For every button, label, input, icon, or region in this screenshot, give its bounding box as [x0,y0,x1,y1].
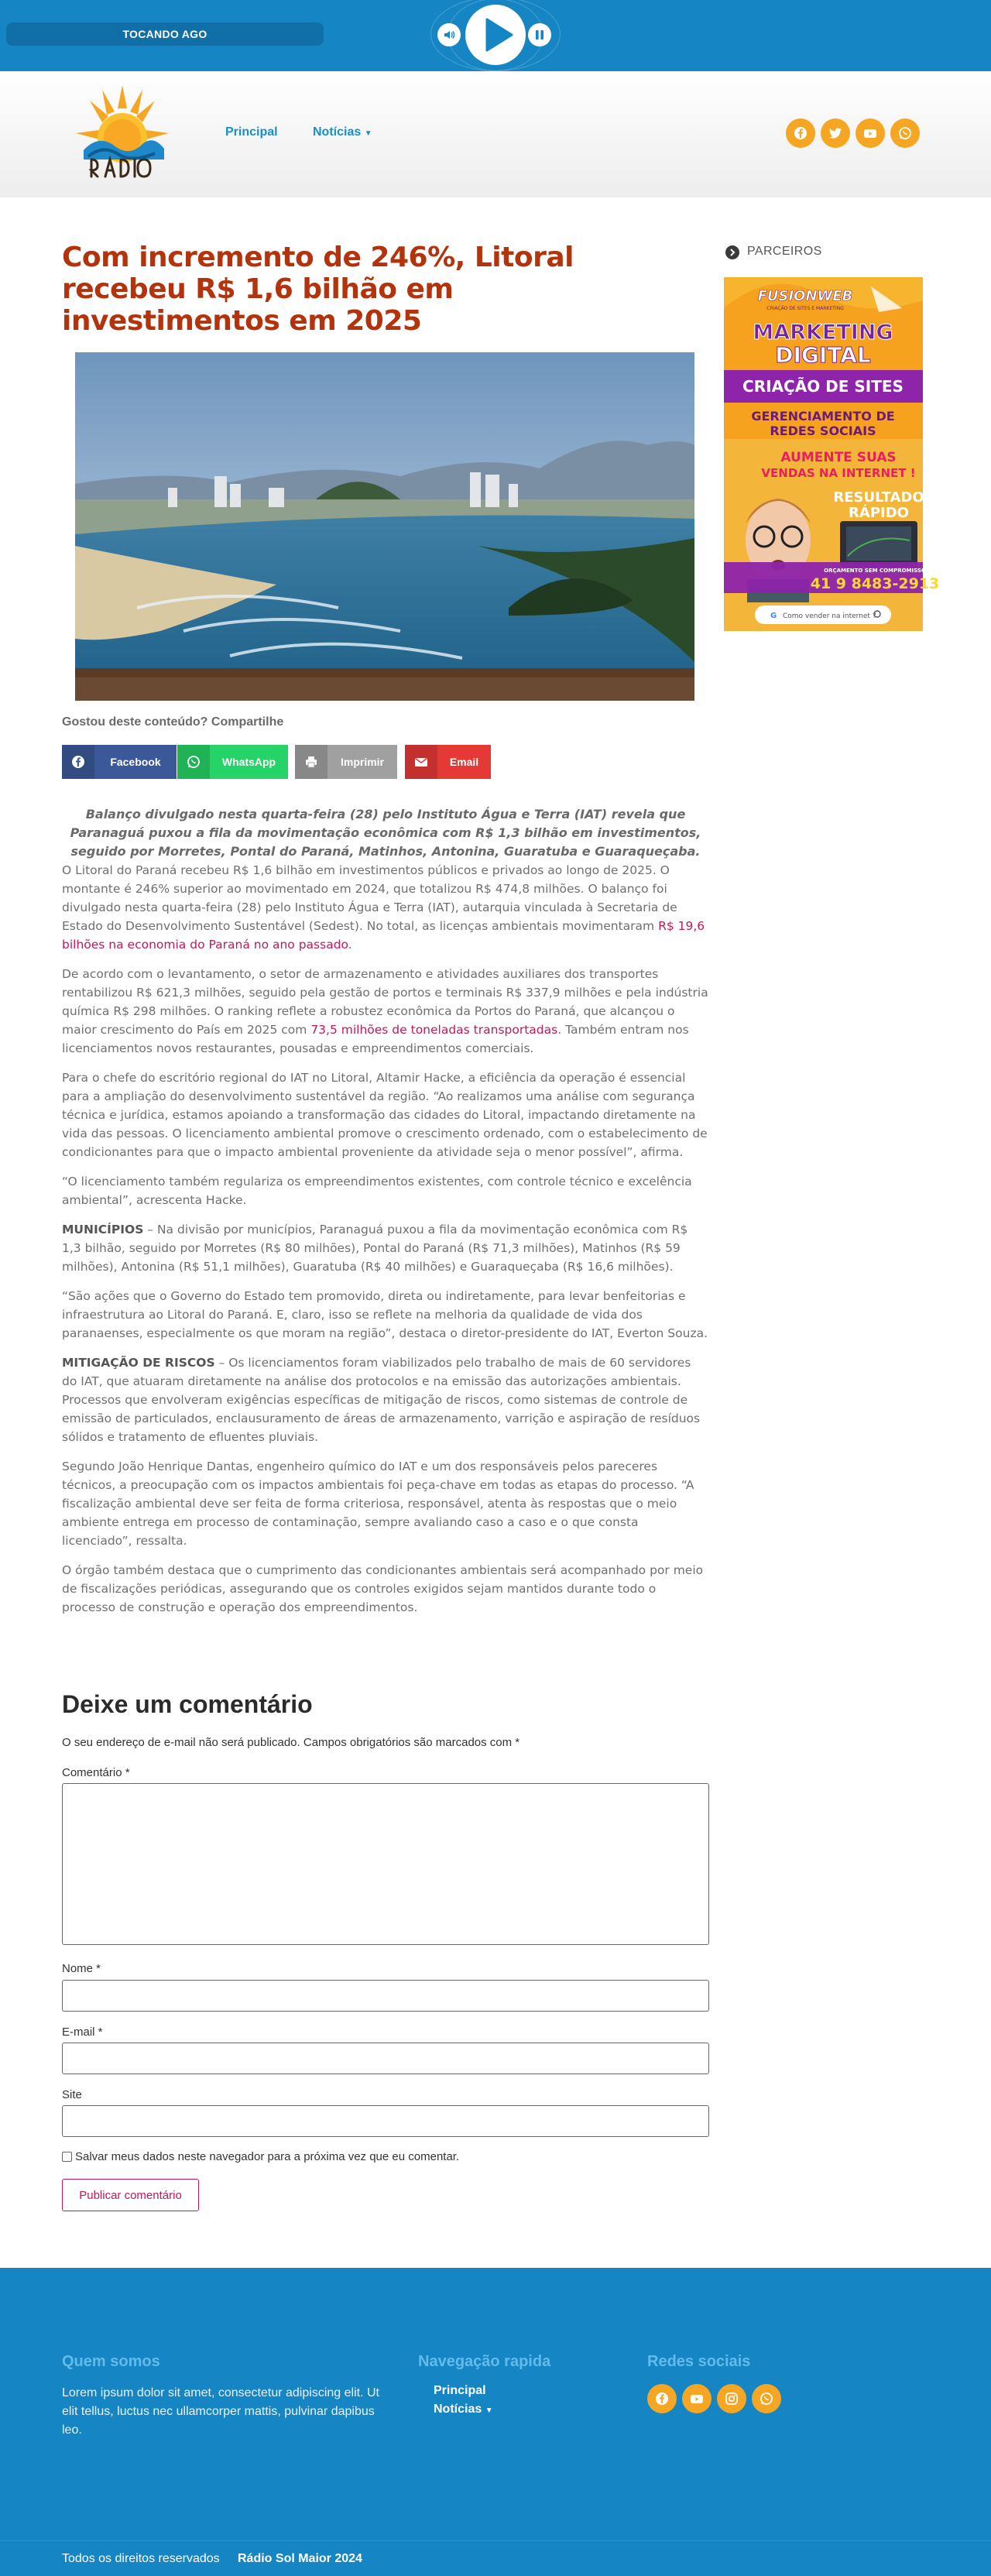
whatsapp-link[interactable] [890,118,920,148]
footer-whatsapp-link[interactable] [752,2384,781,2413]
nav-item-noticias[interactable] [313,125,372,139]
chevron-circle-icon [725,245,740,260]
ad-brand-sub: CRIAÇÃO DE SITES E MARKETING [766,306,844,311]
ad-line2: DIGITAL [775,342,871,368]
footer-youtube-link[interactable] [682,2384,712,2413]
footer-nav-noticias[interactable] [434,2403,493,2417]
facebook-icon [655,2392,669,2406]
svg-text:G: G [770,612,777,620]
article-title: Com incremento de 246%, Litoral recebeu R$ 1,6 bilhão em investimentos em 2025 [62,242,574,337]
article-paragraph [62,1353,709,1446]
article-paragraph: “O licenciamento também regulariza os empreendimentos existentes, com controle técnico e excelência ambiental”, acrescenta Hacke. [62,1175,692,1207]
footer-nav-noticias-label: Notícias [434,2403,482,2416]
ad-brand: FUSIONWEB [757,288,853,304]
facebook-icon [71,755,85,769]
paragraph-text: O Litoral do Paraná recebeu R$ 1,6 bilhão em investimentos públicos e privados ao longo de 2025. O montante é 246% superior ao movimentado em 2024, que totalizou R$ 474,8 milhões. O balanço foi divulgado nesta quarta-feira (28) pelo Instituto Água e Terra (IAT), autarquia vinculada à Secretaria de Estado do Desenvolvimento Sustentável (Sedest). No total, as licenças ambientais movimentaram [62,863,677,933]
ad-line9: RÁPIDO [849,505,909,521]
site-label: Site [62,2088,82,2101]
volume-icon [443,29,455,41]
instagram-icon [725,2392,739,2406]
whatsapp-icon [187,755,201,769]
article-paragraph [62,1220,709,1276]
ad-line1: MARKETING [753,321,893,345]
ad-line8: RESULTADO [833,489,924,506]
footer-facebook-link[interactable] [647,2384,677,2413]
share-email-button[interactable] [405,745,491,779]
share-email-label: Email [449,756,479,768]
copyright-text: Todos os direitos reservados [62,2552,220,2565]
footer-nav-principal[interactable]: Principal [434,2384,486,2397]
nav-item-noticias-label: Notícias [313,125,362,139]
ad-line3: CRIAÇÃO DE SITES [742,377,904,396]
twitter-link[interactable] [821,118,850,148]
share-print-label: Imprimir [340,756,384,768]
inline-link[interactable]: 73,5 milhões de toneladas transportadas [310,1023,558,1037]
article-paragraph: Para o chefe do escritório regional do IAT no Litoral, Altamir Hacke, a eficiência da operação é essencial para a ampliação do desenvolvimento sustentável da região. “Ao realizamos uma análise com segurança técnica e jurídica, estamos apoiando a transformação das cidades do Litoral, impactando diretamente na vida das pessoas. O licenciamento ambiental promove o crescimento ordenado, com o estabelecimento de condicionantes para que o impacto ambiental proveniente da atividade seja o menor possível”, afirma. [62,1071,708,1159]
email-label: E-mail * [62,2025,103,2039]
twitter-icon [828,126,842,140]
paragraph-text: . Também entram nos licenciamentos novos restaurantes, pousadas e empreendimentos comerciais. [62,1023,689,1055]
pause-button[interactable] [528,23,551,46]
comment-title: Deixe um comentário [62,1690,313,1718]
ad-line5: REDES SOCIAIS [770,424,876,438]
email-input[interactable] [62,2043,709,2074]
ad-line7: VENDAS NA INTERNET ! [761,466,916,480]
inline-link[interactable]: R$ 19,6 bilhões na economia do Paraná no ano passado [62,919,705,952]
share-heading: Gostou deste conteúdo? Compartilhe [62,715,284,729]
footer-about-text: Lorem ipsum dolor sit amet, consectetur adipiscing elit. Ut elit tellus, luctus nec ullamcorper mattis, pulvinar dapibus leo. [62,2386,379,2437]
article-paragraph: “São ações que o Governo do Estado tem promovido, direta ou indiretamente, para levar benfeitorias e infraestrutura ao Litoral do Paraná. E, claro, isso se reflete na melhoria da qualidade de vida dos paranaenses, especialmente os que moram na região”, destaca o diretor-presidente do IAT, Everton Souza. [62,1289,708,1340]
share-facebook-button[interactable] [62,745,177,779]
printer-icon [304,755,318,769]
submit-comment-button[interactable]: Publicar comentário [62,2179,199,2211]
article-hero-image [75,352,694,701]
ad-phone: 41 9 8483-2913 [810,575,940,592]
footer-social-title: Redes sociais [647,2353,751,2370]
whatsapp-icon [760,2392,773,2406]
share-facebook-label: Facebook [110,756,161,768]
footer-instagram-link[interactable] [717,2384,746,2413]
caret-down-icon: ▼ [485,2406,493,2415]
share-whatsapp-button[interactable] [177,745,288,779]
site-footer [0,2268,991,2540]
comment-note: O seu endereço de e-mail não será publicado. Campos obrigatórios são marcados com * [62,1736,520,1749]
ad-line10: ORÇAMENTO SEM COMPROMISSO [824,568,926,574]
name-input[interactable] [62,1980,709,2012]
partners-title: PARCEIROS [747,245,822,258]
comment-textarea[interactable] [62,1783,709,1945]
caret-down-icon: ▼ [364,129,372,138]
youtube-link[interactable] [856,118,885,148]
article-paragraph: Segundo João Henrique Dantas, engenheiro químico do IAT e um dos responsáveis pelos pareceres técnicos, a preocupação com os impactos ambientais foi peça-chave em todas as etapas do processo. “A fiscalização ambiental deve ser feita de forma criteriosa, responsável, atenta às respostas que o meio ambiente entrega em processo de contaminação, sempre avaliando caso a caso e o que consta licenciado”, ressalta. [62,1460,694,1548]
article-paragraph: O órgão também destaca que o cumprimento das condicionantes ambientais será acompanhado por meio de fiscalizações periódicas, assegurando que os controles exigidos sejam mantidos durante todo o processo de construção e operação dos empreendimentos. [62,1563,704,1614]
volume-button[interactable] [437,23,461,46]
play-icon [482,18,513,52]
name-label: Nome * [62,1962,101,1975]
radio-player-bar [0,0,991,71]
pause-icon [533,29,546,41]
play-button[interactable] [465,5,526,65]
save-data-label: Salvar meus dados neste navegador para a próxima vez que eu comentar. [75,2150,460,2163]
envelope-icon [414,755,428,769]
article-body [62,861,709,1628]
article-lead: Balanço divulgado nesta quarta-feira (28) pelo Instituto Água e Terra (IAT) revela que Paranaguá puxou a fila da movimentação econômica com R$ 1,3 bilhão em investimentos, seguido por Morretes, Pontal do Paraná, Matinhos, Antonina, Guaratuba e Guaraqueçaba. [70,807,701,859]
paragraph-text: – Os licenciamentos foram viabilizados pelo trabalho de mais de 60 servidores do IAT, que atuaram diretamente na análise dos protocolos e na emissão das autorizações ambientais. Processos que envolveram exigências específicas de mitigação de riscos, como sistemas de controle de emissão de particulados, enclausuramento de áreas de armazenamento, varrição e aspiração de resíduos sólidos e tratamento de efluentes pluviais. [62,1356,701,1444]
paragraph-text: De acordo com o levantamento, o setor de armazenamento e atividades auxiliares dos transportes rentabilizou R$ 621,3 milhões, seguido pela gestão de portos e terminais R$ 337,9 milhões e pela indústria química R$ 298 milhões. O ranking reflete a robustez econômica da Portos do Paraná, que alcançou o maior crescimento do País em 2025 com [62,967,708,1037]
article-paragraph [62,965,709,1058]
paragraph-text: – Na divisão por municípios, Paranaguá puxou a fila da movimentação econômica com R$ 1,3 bilhão, seguido por Morretes (R$ 80 milhões), Pontal do Paraná (R$ 71,3 milhões), Matinhos (R$ 59 milhões), Antonina (R$ 51,1 milhões), Guaratuba (R$ 40 milhões) e Guaraqueçaba (R$ 16,6 milhões). [62,1223,688,1274]
site-input[interactable] [62,2105,709,2137]
article-paragraph [62,861,709,954]
ad-line6: AUMENTE SUAS [780,450,897,465]
facebook-link[interactable] [786,118,815,148]
ad-search-text: Como vender na internet ? [783,612,876,620]
comment-label: Comentário * [62,1766,130,1779]
copyright-brand: Rádio Sol Maior 2024 [238,2552,362,2565]
paragraph-text: . [348,938,352,952]
share-print-button[interactable] [295,745,397,779]
nav-item-principal[interactable]: Principal [225,125,278,139]
section-label: MUNICÍPIOS [62,1223,144,1237]
share-whatsapp-label: WhatsApp [221,756,276,768]
youtube-icon [863,126,877,140]
footer-nav-title: Navegação rapida [418,2353,551,2370]
facebook-icon [794,126,808,140]
copyright-bar [0,2540,991,2576]
site-logo[interactable] [68,79,177,195]
footer-about-title: Quem somos [62,2353,160,2370]
section-label: MITIGAÇÃO DE RISCOS [62,1356,215,1370]
save-data-checkbox[interactable] [62,2152,72,2162]
ad-line4: GERENCIAMENTO DE [751,409,895,424]
partner-ad-banner[interactable] [724,277,940,631]
now-playing-label: TOCANDO AGO [6,22,324,46]
whatsapp-icon [898,126,912,140]
site-header [0,71,991,197]
youtube-icon [690,2392,704,2406]
